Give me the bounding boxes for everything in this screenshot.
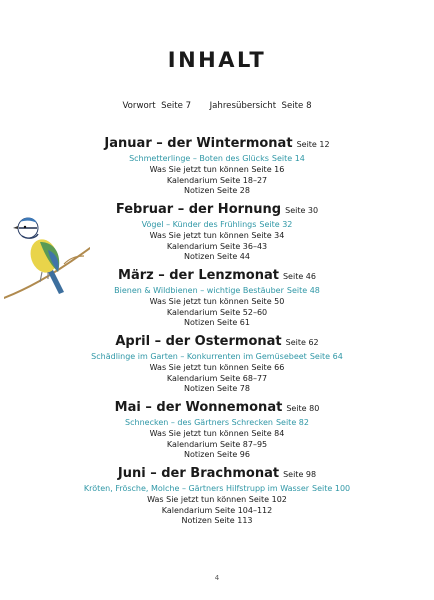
feature-page: Seite 48 [286, 286, 320, 295]
intro-entry-jahresuebersicht[interactable] [210, 101, 312, 111]
feature-page: Seite 64 [309, 352, 343, 361]
entry-line[interactable]: Was Sie jetzt tun können Seite 34 [149, 230, 285, 240]
entry-line[interactable]: Was Sie jetzt tun können Seite 16 [149, 164, 285, 174]
month-heading[interactable] [0, 397, 434, 418]
feature-text: Schnecken – des Gärtners Schrecken [125, 418, 273, 427]
month-section-april [0, 331, 434, 395]
page-number: 4 [214, 574, 220, 582]
feature-entry[interactable] [0, 352, 434, 363]
entry-line[interactable]: Kalendarium Seite 18–27 [166, 175, 268, 185]
feature-page: Seite 100 [312, 484, 351, 493]
month-name: Januar – der Wintermonat [104, 136, 293, 151]
entry-line[interactable]: Notizen Seite 28 [184, 186, 250, 196]
entry-line[interactable]: Was Sie jetzt tun können Seite 66 [149, 362, 285, 372]
feature-page: Seite 82 [275, 418, 309, 427]
feature-entry[interactable] [0, 154, 434, 165]
entry-line[interactable]: Was Sie jetzt tun können Seite 50 [149, 296, 285, 306]
intro-entry-vorwort[interactable] [122, 101, 191, 111]
month-section-januar [0, 133, 434, 197]
feature-text: Bienen & Wildbienen – wichtige Bestäuber [114, 286, 284, 295]
entry-line[interactable]: Notizen Seite 96 [184, 450, 250, 460]
feature-text: Schädlinge im Garten – Konkurrenten im Gemüsebeet [91, 352, 307, 361]
entry-line[interactable]: Kalendarium Seite 52–60 [166, 307, 268, 317]
feature-page: Seite 32 [259, 220, 293, 229]
month-page: Seite 62 [285, 338, 319, 347]
month-section-juni [0, 463, 434, 527]
month-page: Seite 46 [282, 272, 316, 281]
month-section-mai [0, 397, 434, 461]
feature-text: Kröten, Frösche, Molche – Gärtners Hilfstrupp im Wasser [83, 484, 310, 493]
month-heading[interactable] [0, 331, 434, 352]
entry-line[interactable]: Notizen Seite 78 [184, 384, 250, 394]
feature-entry[interactable] [0, 484, 434, 495]
month-page: Seite 30 [285, 206, 319, 215]
feature-text: Schmetterlinge – Boten des Glücks [129, 154, 269, 163]
month-page: Seite 80 [286, 404, 320, 413]
entry-line[interactable]: Kalendarium Seite 87–95 [166, 439, 268, 449]
month-name: April – der Ostermonat [115, 334, 282, 349]
intro-label: Jahresübersicht [209, 101, 277, 111]
blue-tit-bird-icon [4, 206, 90, 306]
month-heading[interactable] [0, 133, 434, 154]
entry-line[interactable]: Was Sie jetzt tun können Seite 84 [149, 428, 285, 438]
month-heading[interactable] [0, 463, 434, 484]
feature-text: Vögel – Künder des Frühlings [141, 220, 257, 229]
intro-entries [0, 101, 434, 111]
month-name: Februar – der Hornung [115, 202, 282, 217]
entry-line[interactable]: Kalendarium Seite 36–43 [166, 241, 268, 251]
intro-page: Seite 7 [161, 101, 192, 111]
feature-page: Seite 14 [271, 154, 305, 163]
page-title: INHALT [167, 48, 267, 72]
entry-line[interactable]: Notizen Seite 44 [184, 252, 250, 262]
entry-line[interactable]: Kalendarium Seite 68–77 [166, 373, 268, 383]
month-page: Seite 12 [296, 140, 330, 149]
intro-page: Seite 8 [281, 101, 312, 111]
intro-label: Vorwort [122, 101, 156, 111]
entry-line[interactable]: Notizen Seite 61 [184, 318, 250, 328]
month-name: Mai – der Wonnemonat [114, 400, 283, 415]
month-page: Seite 98 [283, 470, 317, 479]
feature-entry[interactable] [0, 418, 434, 429]
entry-line[interactable]: Kalendarium Seite 104–112 [161, 505, 273, 515]
entry-line[interactable]: Was Sie jetzt tun können Seite 102 [147, 494, 287, 504]
entry-line[interactable]: Notizen Seite 113 [181, 516, 253, 526]
month-name: März – der Lenzmonat [118, 268, 279, 283]
month-name: Juni – der Brachmonat [117, 466, 280, 481]
